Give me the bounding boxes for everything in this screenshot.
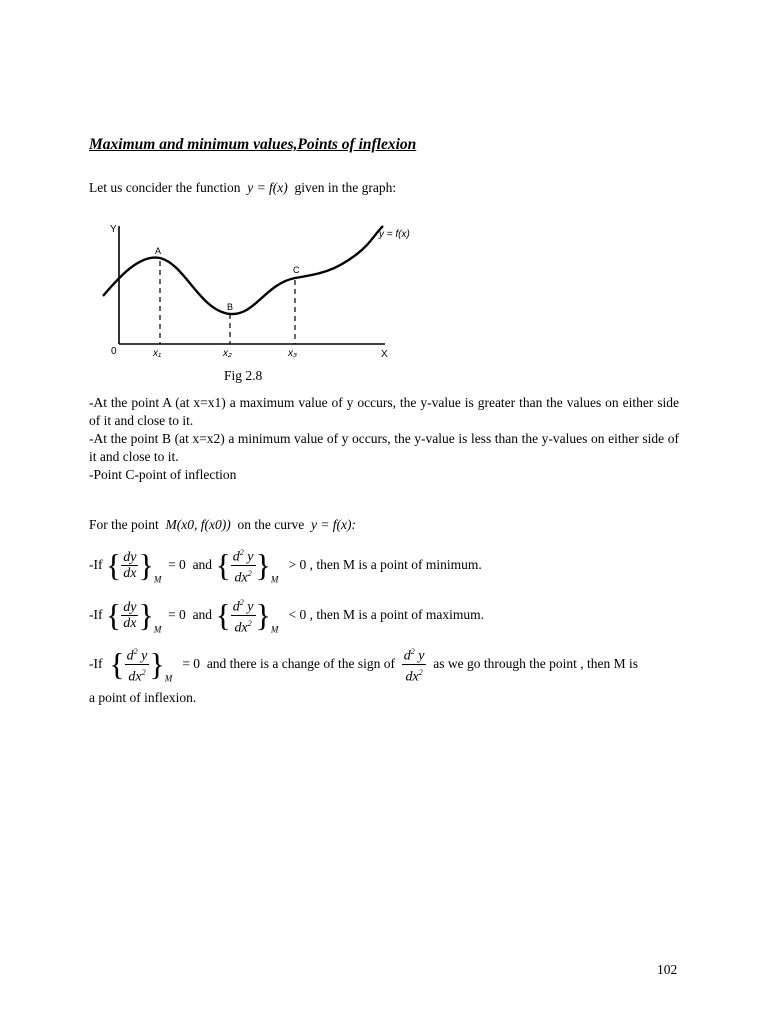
fraction-d2y-dx2: $\frac{d^2 y}{dx^2}$ <box>231 545 256 585</box>
y-axis-label: Y <box>110 224 117 235</box>
condition-inflexion: -If { $\frac{d^2 y}{dx^2}$ }$_M = 0$ and there is a change of the sign of $\frac{d^2 y}{dx^2}$ as we go through the point , then M is <box>89 644 679 684</box>
if-label: -If <box>89 656 103 672</box>
less-zero: < 0 <box>288 607 307 623</box>
fraction-d2y-dx2: $\frac{d^2 y}{dx^2}$ <box>231 595 256 635</box>
page-title: Maximum and minimum values,Points of inflexion <box>89 136 417 153</box>
point-b-label: B <box>227 302 234 312</box>
function-graph <box>95 216 445 362</box>
intro-formula: y = f(x) <box>247 180 288 195</box>
curve-label: y = f(x) <box>379 229 410 240</box>
greater-zero: > 0 <box>288 557 307 573</box>
fraction-dy-dx: $\frac{dy}{dx}$ <box>123 599 137 631</box>
curve <box>103 226 383 314</box>
point-a-label: A <box>155 246 162 256</box>
fraction-d2y-dx2: $\frac{d^2 y}{dx^2}$ <box>125 644 150 684</box>
and-label: and <box>192 557 213 573</box>
x-axis-label: X <box>381 349 388 360</box>
page-number: 102 <box>657 962 678 977</box>
equals-zero: = 0 <box>168 557 186 573</box>
sign-change-text: and there is a change of the sign of <box>206 656 395 672</box>
fraction-d2y-dx2-inline: $\frac{d^2 y}{dx^2}$ <box>402 644 427 684</box>
origin-label: 0 <box>111 346 117 357</box>
fraction-dy-dx: $\frac{dy}{dx}$ <box>123 549 137 581</box>
if-label: -If <box>89 607 103 623</box>
if-label: -If <box>89 557 103 573</box>
and-label: and <box>192 607 213 623</box>
then-minimum: , then M is a point of minimum. <box>309 557 482 573</box>
for-point-text: For the point <box>89 517 159 532</box>
then-inflexion: as we go through the point , then M is <box>433 656 638 672</box>
figure-caption: Fig 2.8 <box>224 368 263 383</box>
inflexion-continuation: a point of inflexion. <box>89 690 197 705</box>
for-point-mid: on the curve <box>237 517 305 532</box>
intro-text-before: Let us concider the function <box>89 180 241 195</box>
point-m: M(x0, f(x0)) <box>165 517 231 532</box>
paragraph-min: -At the point B (at x=x2) a minimum value of y occurs, the y-value is less than the y-values on either side of it and close to it. <box>89 431 679 464</box>
x3-label: x₃ <box>288 348 297 359</box>
x1-label: x₁ <box>153 348 162 359</box>
equals-zero: = 0 <box>182 656 201 672</box>
intro-text-after: given in the graph: <box>294 180 397 195</box>
x2-label: x₂ <box>223 348 232 359</box>
for-point-line <box>89 517 356 533</box>
paragraph-max: -At the point A (at x=x1) a maximum value of y occurs, the y-value is greater than the values on either side of it and close to it. <box>89 395 679 428</box>
equals-zero: = 0 <box>168 607 186 623</box>
point-c-label: C <box>293 265 300 275</box>
then-maximum: , then M is a point of maximum. <box>309 607 484 623</box>
paragraph-inflection: -Point C-point of inflection <box>89 467 237 482</box>
curve-formula: y = f(x): <box>310 517 357 532</box>
intro-line <box>89 180 396 196</box>
